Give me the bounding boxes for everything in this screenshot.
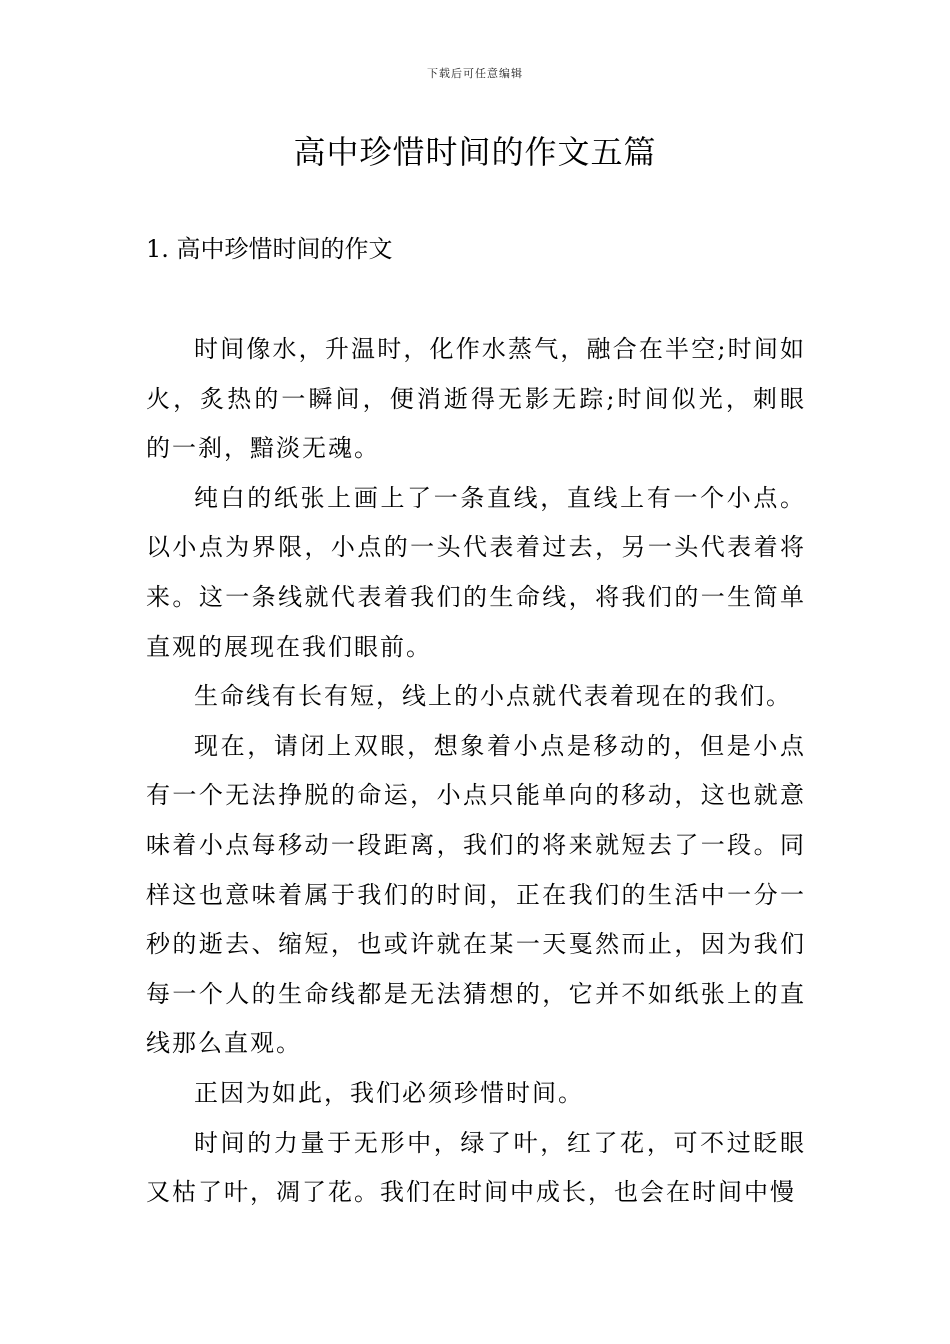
essay-body (146, 325, 806, 1218)
paragraph: 纯白的纸张上画上了一条直线，直线上有一个小点。以小点为界限，小点的一头代表着过去，另一头代表着将来。这一条线就代表着我们的生命线，将我们的一生简单直观的展现在我们眼前。 (146, 483, 806, 661)
paragraph: 时间的力量于无形中，绿了叶，红了花，可不过眨眼又枯了叶，凋了花。我们在时间中成长，也会在时间中慢 (146, 1128, 806, 1207)
header-note: 下载后可任意编辑 (427, 67, 523, 80)
paragraph: 生命线有长有短，线上的小点就代表着现在的我们。 (194, 682, 792, 711)
paragraph: 时间像水，升温时，化作水蒸气，融合在半空;时间如火，炙热的一瞬间，便消逝得无影无踪;时间似光，刺眼的一刹，黯淡无魂。 (146, 335, 806, 463)
paragraph: 现在，请闭上双眼，想象着小点是移动的，但是小点有一个无法挣脱的命运，小点只能单向的移动，这也就意味着小点每移动一段距离，我们的将来就短去了一段。同样这也意味着属于我们的时间，正在我们的生活中一分一秒的逝去、缩短，也或许就在某一天戛然而止，因为我们每一个人的生命线都是无法猜想的，它并不如纸张上的直线那么直观。 (146, 731, 806, 1058)
document-title: 高中珍惜时间的作文五篇 (293, 133, 657, 171)
section-heading: 1. 高中珍惜时间的作文 (146, 235, 393, 263)
paragraph: 正因为如此，我们必须珍惜时间。 (194, 1078, 584, 1107)
